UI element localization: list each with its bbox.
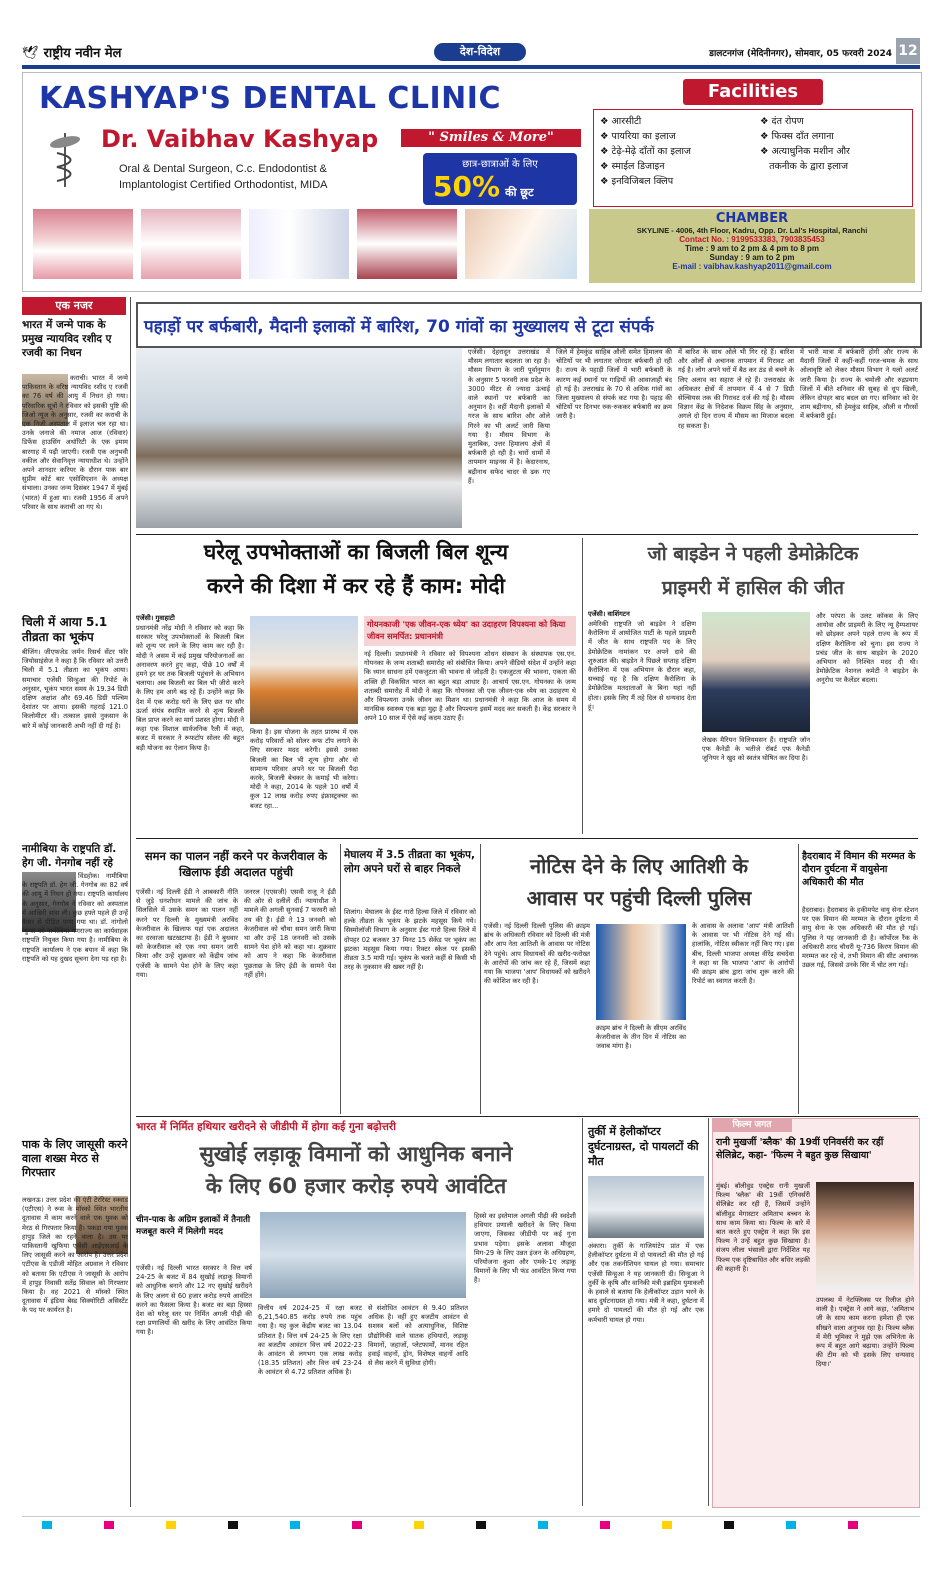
modi-headline-2: करने की दिशा में कर रहे हैं काम: मोदी: [206, 574, 505, 598]
registration-swatch: [42, 1521, 52, 1529]
biden-caption: लेखक मैरियन विलियमसन हैं। राष्ट्रपति जॉन एफ कैनेडी के भतीजे रॉबर्ट एफ कैनेडी जूनियर ने खुद को स्वतंत्र घोषित कर दिया है।: [702, 736, 810, 763]
ad-clinic-name: KASHYAP'S DENTAL CLINIC: [39, 81, 501, 116]
facility-item: ❖ टेढ़े-मेढ़े दाँतों का इलाज: [600, 146, 691, 157]
sukhoi-body-2: वित्तीय वर्ष 2024-25 में रक्षा बजट 6,21,540.85 करोड़ रुपये तक पहुंच गया है। यह कुल केंद्रीय बजट का 13.04 प्रतिशत है। वित्त वर्ष 24-25 के लिए रक्षा का बजटीय आवंटन वित्त वर्ष 2022-23 के आवंटन से लगभग एक लाख करोड़ (18.35 प्रतिशत) और वित्त वर्ष 23-24 के आवंटन से 4.72 प्रतिशत अधिक है।: [258, 1304, 362, 1377]
registration-swatch: [166, 1521, 176, 1529]
snow-village-photo: [136, 348, 462, 528]
registration-swatch: [104, 1521, 114, 1529]
sukhoi-body-4: हिस्से का इस्तेमाल अगली पीढ़ी की स्वदेशी हथियार प्रणाली खरीदने के लिए किया जाएगा, जिसका जीडीपी पर कई गुना प्रभाव पड़ेगा। इसके अलावा मौजूदा मिग-29 के लिए उन्नत इंजन के अधिग्रहण, परियोजना कुशा और एमके-1ए लड़ाकू विमानों के लिए भी फंड आवंटित किया गया है।: [474, 1212, 576, 1285]
biden-headline-2: प्राइमरी में हासिल की जीत: [662, 577, 844, 599]
ad-qualification-2: Implantologist Certified Orthodontist, MIDA: [119, 179, 328, 191]
brief-chile-title: चिली में आया 5.1 तीव्रता का भूकंप: [22, 615, 108, 644]
fighter-jet-photo: [260, 1212, 466, 1298]
masthead: [22, 42, 920, 64]
section-tab: देश-विदेश: [434, 43, 526, 61]
atishi-headline-2: आवास पर पहुंची दिल्ली पुलिस: [526, 886, 752, 910]
airforce-body: हैदराबाद। हैदराबाद के हकीमपेट वायु सेना स्टेशन पर एक विमान की मरम्मत के दौरान दुर्घटना में वायु सेना के एक अधिकारी की मौत हो गई। पुलिस ने यह जानकारी दी है। कॉर्पोरल रैंक के अधिकारी शरद चौधरी यू-736 किरण विमान की मरम्मत कर रहे थे, तभी विमान की सीट अचानक उछल गई, जिससे उनके सिर में चोट लग गई।: [802, 906, 918, 970]
sukhoi-headline-2: के लिए 60 हजार करोड़ रुपये आवंटित: [205, 1174, 507, 1198]
registration-swatch: [786, 1521, 796, 1529]
sukhoi-headline-1: सुखोई लड़ाकू विमानों को आधुनिक बनाने: [199, 1142, 513, 1166]
kejriwal-body-1: एजेंसी। नई दिल्ली ईडी ने आबकारी नीति से जुड़े धनशोधन मामले की जांच के सिलसिले में उसके समन का पालन नहीं करने पर दिल्ली के मुख्यमंत्री अरविंद केजरीवाल के खिलाफ यहां एक अदालत का दरवाजा खटखटाया है। ईडी ने बुधवार को केजरीवाल को एक नया समन जारी किया और उन्हें शुक्रवार को केंद्रीय जांच एजेंसी के सामने पेश होने के लिए कहा गया।: [136, 888, 238, 979]
ad-tagline: " Smiles & More": [401, 129, 581, 147]
snow-col-4: में भारी मात्रा में बर्फबारी होगी और राज्य के मैदानी जिलों में कहीं-कहीं गरज-चमक के साथ ओलावृष्टि को लेकर मौसम विभाग ने यलो अलर्ट जारी किया है। राज्य के चमोली और रुद्रप्रयाग जिलों में बीते शनिवार की सुबह से धूप खिली, लेकिन दोपहर बाद बदल छा गए। सनिवार को देर शाम बद्रीनाथ, श्री हेमकुंड साहिब, औली व गौरसों में बर्फबारी हुई।: [800, 348, 918, 421]
brief-chile-body: बीजिंग। जीएफजेड जर्मन रिसर्च सेंटर फॉर जियोसाइंसेज ने कहा है कि रविवार को उत्तरी चिली में 5.1 तीव्रता का भूकंप आया। समाचार एजेंसी सिन्हुआ की रिपोर्ट के अनुसार, भूकंप भारत समय के 19.34 डिग्री दक्षिण अक्षांश और 69.46 डिग्री पश्चिम देशांतर पर आया। इसकी गहराई 121.0 किलोमीटर थी। तत्काल इससे नुकसान के बारे में कोई जानकारी अभी नहीं दी गई है।: [22, 648, 128, 730]
snow-headline-box: [136, 302, 922, 348]
sukhoi-body-1: एजेंसी। नई दिल्ली भारत सरकार ने वित्त वर्ष 24-25 के बजट में 84 सुखोई लड़ाकू विमानों को आधुनिक बनाने और 12 नए सुखोई खरीदने के लिए अलग से 60 हजार करोड़ रुपये आवंटित करने का फैसला किया है। बजट का बड़ा हिस्सा देश को घरेलू स्तर पर निर्मित अगली पीढ़ी की रक्षा प्रणालियों की खरीद के लिए आवंटित किया गया है।: [136, 1264, 252, 1337]
meghalaya-headline: मेघालय में 3.5 तीव्रता का भूकंप, लोग अपने घरों से बाहर निकले: [344, 849, 475, 875]
facility-item: ❖ फिक्स दाँत लगाना: [760, 131, 834, 142]
sukhoi-body-3: से संशोधित आवंटन से 9.40 प्रतिशत अधिक है। वहीं हुए बजटीय आवंटन से सशस्त्र बलों को अत्याधुनिक, विशिष्ट प्रौद्योगिकी वाले घातक हथियारों, लड़ाकू विमानों, जहाजों, प्लेटफार्मों, मानव रहित हवाई वाहनों, ड्रोन, विशेषज्ञ वाहनों आदि से लैस करने में सुविधा होगी।: [368, 1304, 468, 1368]
atishi-body-2: के आवास के अलावा 'आप' मंत्री आतिशी के आवास पर भी नोटिस देने गई थी। हालांकि, नोटिस स्वीकार नहीं किए गए। इस बीच, दिल्ली भाजपा अध्यक्ष वीरेंद्र सचदेवा ने कहा था कि भाजपा 'आप' के आरोपों की क्राइम ब्रांच द्वारा जांच शुरू करने की रिपोर्ट का स्वागत करती है।: [692, 922, 794, 986]
biden-headline-1: जो बाइडेन ने पहली डेमोक्रेटिक: [647, 543, 859, 565]
color-registration-strip: [22, 1516, 920, 1531]
registration-swatch: [848, 1521, 858, 1529]
brief-namibia-title: नामीबिया के राष्ट्रपति डॉ. हेग जी. गेनगोब नहीं रहे: [22, 843, 117, 869]
facility-item: तकनीक के द्वारा इलाज: [769, 161, 849, 172]
dateline: डालटनगंज (मेदिनीनगर), सोमवार, 05 फरवरी 2024: [709, 49, 892, 59]
ad-doctor-name: Dr. Vaibhav Kashyap: [101, 125, 379, 153]
snow-col-3: में बारिश के साथ ओले भी गिर रहे हैं। बारिश और ओलों से अचानक तापमान में गिरावट आ गई है। लोग अपने घरों में बैठ कर ठंड से बचने के लिए अलाव का सहारा ले रहे हैं। उत्तराखंड के अधिकतर क्षेत्रों में तापमान में 4 से 7 डिग्री सेल्सियस तक की गिरावट दर्ज की गई है। मौसम विज्ञान केंद्र के निदेशक विक्रम सिंह के अनुसार, अगले दो दिन राज्य में मौसम का मिजाज बदला रह सकता है।: [678, 348, 794, 430]
atishi-body-1: एजेंसी। नई दिल्ली दिल्ली पुलिस की क्राइम ब्रांच के अधिकारी रविवार को दिल्ली की मंत्री और आप नेता आतिशी के आवास पर नोटिस देने पहुंचे। आप विधायकों की खरीद-फरोख्त के आरोपों की जांच कर रहे हैं, जिसमें कहा गया कि भाजपा 'आप' विधायकों को खरीदने की कोशिश कर रही है।: [484, 922, 590, 986]
rani-mukerji-photo: [816, 1182, 914, 1292]
facility-item: ❖ स्माईल डिजाइन: [600, 161, 665, 172]
registration-swatch: [352, 1521, 362, 1529]
goenka-body: नई दिल्ली। प्रधानमंत्री ने रविवार को विपश्यना शोधन संस्थान के संस्थापक एस.एन. गोयनका के जन्म शताब्दी समारोह को संबोधित किया। अपने वीडियो संदेश में उन्होंने कहा कि ध्यान साधना हमें एकजुटता की भावना से जोड़ती है। एकजुटता की भावना, एकता की शक्ति ही विकसित भारत का बहुत बड़ा आधार है। आचार्य एस.एन. गोयनका के जन्म शताब्दी समारोह में मोदी ने कहा कि गोयनका जी एक जीवन-एक ध्येय का उदाहरण थे और विपश्यना उनके जीवन का मिशन था। प्रधानमंत्री ने कहा कि आज के समय में मानसिक स्वास्थ्य एक बड़ा मुद्दा है और विपश्यना इसमें मदद कर सकती है। केंद्र सरकार ने अपने 10 साल में ऐसे कई कदम उठाए हैं।: [364, 650, 576, 723]
goenka-headline: गोयनकाजी 'एक जीवन-एक ध्येय' का उदाहरण विपश्यना को किया जीवन समर्पित: प्रधानमंत्री: [364, 616, 576, 646]
film-headline: रानी मुखर्जी 'ब्लैक' की 19वीं एनिवर्सरी कर रहीं सेलिब्रेट, कहा- 'फिल्म ने बहुत कुछ सिखाया': [716, 1137, 884, 1161]
kejriwal-body-2: जनरल (एएसजी) एसवी राजू ने ईडी की ओर से दलीलें दीं। न्यायाधीश ने मामले की अगली सुनवाई 7 फरवरी को तय की है। ईडी ने 13 जनवरी को केजरीवाल को चौथा समन जारी किया था और उन्हें 18 जनवरी को उसके सामने पेश होने को कहा था। शुक्रवार को आप ने कहा कि केजरीवाल पूछताछ के लिए ईडी के सामने पेश नहीं होंगे।: [244, 888, 336, 979]
helicopter-photo: [588, 1176, 704, 1238]
modi-photo: [250, 616, 358, 724]
ek-nazar-header: एक नजर: [22, 297, 126, 315]
ad-chamber: CHAMBER SKYLINE - 4006, 4th Floor, Kadru, Opp. Dr. Lal's Hospital, Ranchi Contact No. : 9199533383, 7903835453 Time : 9 am to 2 pm & 4 pm to 8 pm Sunday : 9 am to 2 pm E-mail : vaibhav.kashyap2011@gmail.com: [589, 209, 915, 283]
biden-dateline: एजेंसी। वाशिंगटन: [588, 610, 630, 618]
facility-item: ❖ पायरिया का इलाज: [600, 131, 676, 142]
airforce-headline: हैदराबाद में विमान की मरम्मत के दौरान दुर्घटना में वायुसेना अधिकारी की मौत: [802, 851, 916, 888]
modi-dateline: एजेंसी। गुवाहाटी: [136, 614, 175, 622]
facility-item: ❖ अत्याधुनिक मशीन और: [760, 146, 850, 157]
registration-swatch: [724, 1521, 734, 1529]
teeth-photo-2: [141, 209, 241, 279]
snow-headline: पहाड़ों पर बर्फबारी, मैदानी इलाकों में बारिश, 70 गांवों का मुख्यालय से टूटा संपर्क: [144, 317, 654, 337]
atishi-headline-1: नोटिस देने के लिए आतिशी के: [530, 854, 748, 878]
bird-logo-icon: 🕊: [22, 46, 39, 61]
registration-swatch: [662, 1521, 672, 1529]
biden-photo: [702, 612, 810, 732]
snow-col-2: जिले में हेमकुंड साहिब औली समेत हिमालय की चोटियों पर भी लगातार जोरदार बर्फबारी हो रही है। राज्य के पहाड़ी जिलों में भारी बर्फबारी के कारण कई स्थानों पर गाड़ियों की आवाजाही बंद हो गई है। उत्तराखंड के 70 से अधिक गांवों का जिला मुख्यालय से संपर्क कट गया है। पहाड़ की चोटियों पर दिनभर रुक-रुककर बर्फबारी का क्रम जारी है।: [556, 348, 672, 421]
page-number: 12: [896, 38, 920, 64]
modi-body-1: प्रधानमंत्री नरेंद्र मोदी ने रविवार को कहा कि सरकार घरेलू उपभोक्ताओं के बिजली बिल को शून्य पर लाने के लिए काम कर रही है। मोदी ने असम में कई प्रमुख परियोजनाओं का अनावरण करने हुए कहा, पीछे 10 वर्षों में हमने हर घर तक बिजली पहुंचाने के अभियान चलाया। अब बिजली का बिल भी जीरो करने के लिए हम आगे बढ़ रहे हैं। उन्होंने कहा कि देश में एक करोड़ घरों के लिए छत पर सौर ऊर्जा संयंत्र स्थापित करने से शून्य बिजली बिल प्राप्त करने का मार्ग प्रशस्त होगा। मोदी ने कहा एक विशाल सार्वजनिक रैली में कहा, बजट में सरकार ने रूफटॉप सोलर की बहुत बड़ी योजना का ऐलान किया है।: [136, 624, 244, 752]
brief-spy-body: लखनऊ। उत्तर प्रदेश की एंटी टेररिस्ट स्क्वाड (एटीएस) ने रूस के मॉस्को स्थित भारतीय दूतावास में काम करने वाले एक युवक को मेरठ से गिरफ्तार किया है। पकड़ा गया युवक हापुड़ जिले का रहने वाला है। उस पर पाकिस्तानी खुफिया एजेंसी आईएसआई के लिए जासूसी करने का आरोप है। उत्तर प्रदेश एटीएस के एडीजी मोहित अग्रवाल ने रविवार को बताया कि एटीएस ने जासूसी के आरोप में हापुड़ निवासी सतेंद्र सिवाल को गिरफ्तार किया है। वह 2021 से मॉस्को स्थित दूतावास में इंडिया बेस्ड सिक्योरिटी असिस्टेंट के पद पर कार्यरत है।: [22, 1196, 128, 1315]
registration-swatch: [228, 1521, 238, 1529]
brief-rizvi-body: कराची। भारत में जन्मे पाकिस्तान के वरिष्ठ न्यायविद रशीद ए रजवी का 76 वर्ष की आयु में निधन हो गया। परिवारिक सूत्रों ने रविवार को इसकी पुष्टि की जिओ न्यूज के अनुसार, रजवी का कराची के एक निजी अस्पताल में इलाज चल रहा था। उनके जनाजे की नमाज आज (रविवार) डिफेंस हाउसिंग अथॉरिटी के एक इमाम बारगाह में पढ़ी जाएगी। रजवी एक अनुभवी वकील और सेवानिवृत्त न्यायाधीश थे। उन्होंने अपने शानदार करियर के दौरान पाक बार सुप्रीम कोर्ट बार एसोसिएशन के अध्यक्ष संभाला। उनका जन्म दिसंबर 1947 में मुंबई (भारत) में हुआ था। रजवी 1956 में अपने परिवार के साथ कराची आ गए थे।: [22, 374, 128, 511]
dental-ad: [22, 72, 922, 292]
modi-body-2: किया है। इस योजना के तहत प्रारम्भ में एक करोड़ परिवारों को सोलर रूफ टॉप लगाने के लिए सरकार मदद करेगी। इससे उनका बिजली का बिल भी शून्य होगा और वो सामान्य परिवार अपने घर पर बिजली पैदा करके, बिजली बेचकर के कमाई भी करेगा। मोदी ने कहा, 2014 के पहले 10 वर्षों में कुल 12 लाख करोड़ रुपए इंफ्रास्ट्रक्चर का बजट रहा...: [250, 728, 358, 810]
sukhoi-sidebar-head: चीन-पाक के अग्रिम इलाकों में तैनाती मजबूत करने में मिलेगी मदद: [136, 1215, 251, 1237]
film-band: फिल्म जगत: [712, 1118, 792, 1132]
brief-rizvi-title: भारत में जन्मे पाक के प्रमुख न्यायविद रशीद ए रजवी का निधन: [22, 319, 112, 359]
ad-offer: छात्र-छात्राओं के लिए 50% की छूट: [423, 153, 577, 205]
sukhoi-kicker: भारत में निर्मित हथियार खरीदने से जीडीपी में होगा कई गुना बढ़ोत्तरी: [136, 1121, 396, 1133]
ad-qualification-1: Oral & Dental Surgeon, C.c. Endodontist &: [119, 163, 327, 175]
brief-namibia-body: विंडहोक। नामीबिया के राष्ट्रपति डॉ. हेग जी. गेनगोब का 82 वर्ष की आयु में निधन हो गया। राष्ट्रपति कार्यालय के अनुसार, गेनगोब ने रविवार को अस्पताल में आखिरी सांस ली। कुछ हफ्ते पहले ही उन्हें कैंसर से पीड़ित पाया गया था। डॉ. नांगोलो म्बुम्बा को नामीबिया गणराज्य का कार्यवाहक राष्ट्रपति नियुक्त किया गया है। नामीबिया के राष्ट्रपति कार्यालय ने एक बयान में कहा कि राष्ट्रपति को यह दुखद सूचना देना पड़ रहा है।: [22, 872, 128, 963]
modi-headline-1: घरेलू उपभोक्ताओं का बिजली बिल शून्य: [203, 540, 509, 564]
ad-facilities-title: Facilities: [683, 79, 823, 105]
biden-body-2: और परंपरा के उलट कॉकस के लिए आयोवा और प्राइमरी के लिए न्यू हैम्पशायर को छोड़कर अपने पहले राज्य के रूप में दक्षिण कैरोलिना को चुना। इस राज्य ने प्रचंड जीत के साथ बाइडेन के 2020 अभियान को निश्चित मदद दी थी। डेमोक्रेटिक नेशनल कमेटी ने बाइडेन के अनुरोध पर कैलेंडर बदला।: [816, 612, 918, 685]
biden-body-1: अमेरिकी राष्ट्रपति जो बाइडेन ने दक्षिण कैरोलिना में आयोजित पार्टी के पहले प्राइमरी में जीत के साथ राष्ट्रपति पद के लिए डेमोक्रेटिक नामांकन पर अपने दावे की शुरुआत की। बाइडेन ने पिछले सप्ताह दक्षिण कैरोलिना में एक अभियान के दौरान कहा, सच्चाई यह है कि दक्षिण कैरोलिना के डेमोक्रेटिक मतदाताओं के बिना यहां नहीं होता। इसके लिए मैं तहे दिल से धन्यवाद देता हूं।: [588, 620, 696, 711]
child-patient-photo: [465, 209, 577, 279]
registration-swatch: [476, 1521, 486, 1529]
registration-swatch: [290, 1521, 300, 1529]
kejriwal-headline: समन का पालन नहीं करने पर केजरीवाल के खिलाफ ईडी अदालत पहुंची: [144, 849, 328, 879]
registration-swatch: [414, 1521, 424, 1529]
turkey-body: अंकारा। तुर्की के गाजियांटेप प्रांत में एक हेलीकॉप्टर दुर्घटना में दो पायलटों की मौत हो गई और एक तकनीशियन घायल हो गया। समाचार एजेंसी सिन्हुआ ने यह जानकारी दी। सिन्हुआ ने तुर्की के कृषि और वानिकी मंत्री इब्राहिम युमाकली के हवाले से बताया कि हेलीकॉप्टर उड़ान भरने के बाद दुर्घटनाग्रस्त हो गया। मंत्री ने कहा, दुर्घटना में हमारे दो पायलटों की मौत हो गई और एक कर्मचारी घायल हो गया।: [588, 1242, 704, 1324]
brief-spy-title: पाक के लिए जासूसी करने वाला शख्स मेरठ से गिरफ्तार: [22, 1138, 128, 1179]
film-body-2: उपलब्ध में नेटफ्लिक्स पर रिलीज होने वाली है। एक्ट्रेस ने आगे कहा, 'अमिताभ जी के साथ काम करना हमेशा ही एक सीखने वाला अनुभव रहा है। फिल्म ब्लैक में मेरी भूमिका ने मुझे एक अभिनेता के रूप में बहुत आगे बढ़ाया। उन्होंने फिल्म की टीम को भी इसके लिए धन्यवाद दिया।': [816, 1296, 914, 1369]
facility-item: ❖ इनविजिबल क्लिप: [600, 176, 674, 187]
turkey-headline: तुर्की में हेलीकॉप्टर दुर्घटनाग्रस्त, दो पायलटों की मौत: [588, 1125, 699, 1168]
registration-swatch: [538, 1521, 548, 1529]
caduceus-icon: [35, 129, 95, 189]
teeth-photo-1: [33, 209, 133, 279]
facility-item: ❖ दंत रोपण: [760, 116, 804, 127]
registration-swatch: [600, 1521, 610, 1529]
implant-photo: [249, 209, 349, 279]
atishi-caption: क्राइम ब्रांच ने दिल्ली के सीएम अरविंद केजरीवाल के तीन दिन में नोटिस का जवाब मांगा है।: [596, 1024, 686, 1051]
smile-photo: [357, 209, 457, 279]
meghalaya-body: शिलांग। मेघालय के ईस्ट गारो हिल्स जिले में रविवार को हल्के तीव्रता के भूकंप के झटके महसूस किये गये। सिस्मोलॉजी विभाग के अनुसार ईस्ट गारो हिल्स जिले में दोपहर 02 बजकर 37 मिनट 15 सेकेंड पर भूकंप का झटका महसूस किया गया। रिक्टर स्केल पर इसकी तीव्रता 3.5 मापी गई। भूकंप के चलते कहीं से किसी भी तरह के नुकसान की खबर नहीं है।: [344, 908, 476, 972]
facility-item: ❖ आरसीटी: [600, 116, 642, 127]
film-body-1: मुंबई। बॉलीवुड एक्ट्रेस रानी मुखर्जी फिल्म 'ब्लैक' की 19वीं एनिवर्सरी सेलिब्रेट कर रही हैं, जिसमें उन्होंने बॉलीवुड मेगास्टार अमिताभ बच्चन के साथ काम किया था। फिल्म के बारे में बात करते हुए एक्ट्रेस ने कहा कि इस फिल्म ने उन्हें बहुत कुछ सिखाया है। संजय लीला भंसाली द्वारा निर्देशित यह फिल्म एक दृष्टिबाधित और बधिर लड़की की कहानी है।: [716, 1182, 810, 1273]
ad-facilities-box: [593, 109, 913, 207]
snow-col-1: एजेंसी। देहरादून उत्तराखंड में मौसम लगातार बदलता जा रहा है। मौसम विभाग के जारी पूर्वानुमान के अनुसार 5 फरवरी तक प्रदेश के 3000 मीटर से ज्यादा ऊंचाई वाले स्थानों पर बर्फबारी का अनुमान है। वहीं मैदानी इलाकों में गरज के साथ बारिश और ओले गिरने का भी अलर्ट जारी किया गया है। मौसम विभाग के मुताबिक, उत्तर हिमालय क्षेत्रों में बर्फबारी हो रही है। चारों धामों में तापमान माइनस में है। केदारनाथ, बद्रीनाथ सफेद चादर से ढक गए हैं।: [468, 348, 550, 485]
paper-name: 🕊 राष्ट्रीय नवीन मेल: [22, 46, 122, 61]
atishi-photo: [596, 924, 686, 1020]
